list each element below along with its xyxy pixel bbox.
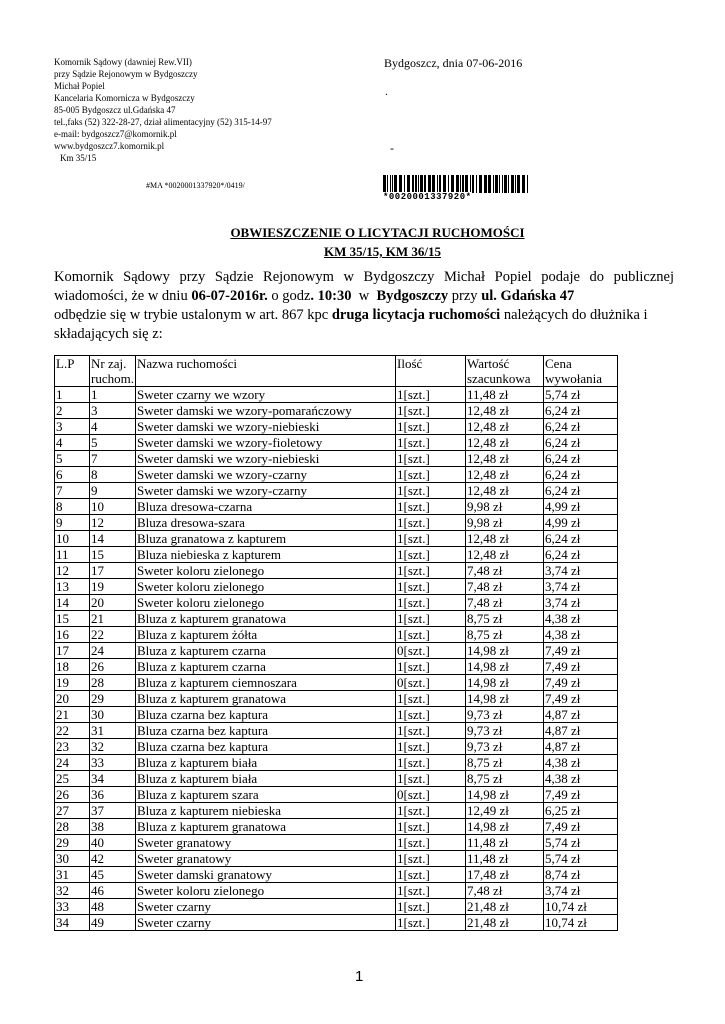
items-table: [54, 355, 618, 931]
cell-price: 7,49 zł: [544, 659, 618, 675]
cell-price: 6,24 zł: [544, 435, 618, 451]
cell-name: Bluza czarna bez kaptura: [136, 707, 396, 723]
cell-qty: 1[szt.]: [396, 899, 466, 915]
cell-name: Bluza z kapturem czarna: [136, 659, 396, 675]
table-row: [55, 547, 618, 563]
sender-block: [54, 56, 272, 164]
table-row: [55, 579, 618, 595]
table-row: [55, 835, 618, 851]
cell-qty: 1[szt.]: [396, 739, 466, 755]
dot-mark: .: [385, 84, 388, 98]
cell-qty: 1[szt.]: [396, 595, 466, 611]
cell-nr: 37: [90, 803, 136, 819]
table-header-row: [55, 356, 618, 387]
cell-lp: 12: [55, 563, 90, 579]
cell-price: 4,99 zł: [544, 515, 618, 531]
header-value: Wartość szacunkowa: [466, 356, 544, 387]
cell-nr: 4: [90, 419, 136, 435]
cell-qty: 1[szt.]: [396, 611, 466, 627]
cell-nr: 7: [90, 451, 136, 467]
cell-nr: 29: [90, 691, 136, 707]
cell-name: Sweter koloru zielonego: [136, 563, 396, 579]
cell-lp: 6: [55, 467, 90, 483]
table-row: [55, 787, 618, 803]
dash-mark: -: [390, 141, 394, 155]
table-row: [55, 467, 618, 483]
cell-nr: 40: [90, 835, 136, 851]
cell-lp: 13: [55, 579, 90, 595]
cell-lp: 17: [55, 643, 90, 659]
sender-email: e-mail: bydgoszcz7@komornik.pl: [54, 129, 177, 139]
table-row: [55, 563, 618, 579]
table-row: [55, 755, 618, 771]
paragraph-line-2: [54, 287, 674, 306]
text: w: [351, 288, 377, 304]
table-row: [55, 915, 618, 931]
cell-lp: 5: [55, 451, 90, 467]
text: o godz: [267, 288, 311, 304]
cell-nr: 5: [90, 435, 136, 451]
cell-nr: 46: [90, 883, 136, 899]
cell-nr: 12: [90, 515, 136, 531]
cell-name: Sweter damski we wzory-niebieski: [136, 419, 396, 435]
cell-nr: 22: [90, 627, 136, 643]
sender-line: tel.,faks (52) 322-28-27, dział alimentacyjny (52) 315-14-97: [54, 117, 272, 127]
cell-price: 3,74 zł: [544, 563, 618, 579]
cell-name: Bluza z kapturem granatowa: [136, 611, 396, 627]
table-row: [55, 387, 618, 403]
table-row: [55, 499, 618, 515]
table-row: [55, 899, 618, 915]
cell-price: 3,74 zł: [544, 579, 618, 595]
cell-price: 4,99 zł: [544, 499, 618, 515]
cell-price: 10,74 zł: [544, 915, 618, 931]
cell-name: Sweter damski granatowy: [136, 867, 396, 883]
auction-time: . 10:30: [310, 288, 352, 304]
cell-qty: 1[szt.]: [396, 627, 466, 643]
table-row: [55, 595, 618, 611]
cell-nr: 30: [90, 707, 136, 723]
cell-value: 9,98 zł: [466, 515, 544, 531]
cell-value: 12,48 zł: [466, 467, 544, 483]
cell-nr: 1: [90, 387, 136, 403]
cell-value: 7,48 zł: [466, 883, 544, 899]
sender-line: Michał Popiel: [54, 81, 105, 91]
cell-value: 8,75 zł: [466, 627, 544, 643]
cell-lp: 4: [55, 435, 90, 451]
cell-value: 9,73 zł: [466, 723, 544, 739]
cell-lp: 33: [55, 899, 90, 915]
place-date: Bydgoszcz, dnia 07-06-2016: [384, 56, 523, 70]
cell-value: 12,48 zł: [466, 547, 544, 563]
cell-qty: 1[szt.]: [396, 579, 466, 595]
cell-lp: 9: [55, 515, 90, 531]
cell-nr: 31: [90, 723, 136, 739]
cell-value: 9,98 zł: [466, 499, 544, 515]
text: należących do dłużnika i: [500, 307, 648, 323]
page-number: 1: [355, 968, 364, 985]
cell-price: 6,24 zł: [544, 547, 618, 563]
table-row: [55, 819, 618, 835]
header-name: Nazwa ruchomości: [136, 356, 396, 387]
cell-lp: 3: [55, 419, 90, 435]
table-row: [55, 611, 618, 627]
cell-nr: 28: [90, 675, 136, 691]
table-row: [55, 867, 618, 883]
cell-value: 14,98 zł: [466, 819, 544, 835]
cell-qty: 1[szt.]: [396, 659, 466, 675]
cell-lp: 24: [55, 755, 90, 771]
cell-lp: 20: [55, 691, 90, 707]
cell-nr: 32: [90, 739, 136, 755]
cell-value: 7,48 zł: [466, 595, 544, 611]
cell-name: Bluza z kapturem biała: [136, 771, 396, 787]
cell-value: 8,75 zł: [466, 771, 544, 787]
cell-qty: 1[szt.]: [396, 403, 466, 419]
cell-price: 4,87 zł: [544, 707, 618, 723]
table-row: [55, 515, 618, 531]
cell-qty: 0[szt.]: [396, 787, 466, 803]
cell-lp: 16: [55, 627, 90, 643]
cell-price: 10,74 zł: [544, 899, 618, 915]
cell-lp: 27: [55, 803, 90, 819]
cell-lp: 29: [55, 835, 90, 851]
cell-nr: 21: [90, 611, 136, 627]
table-row: [55, 659, 618, 675]
cell-qty: 1[szt.]: [396, 499, 466, 515]
cell-name: Bluza z kapturem biała: [136, 755, 396, 771]
cell-value: 11,48 zł: [466, 387, 544, 403]
cell-name: Bluza niebieska z kapturem: [136, 547, 396, 563]
cell-name: Bluza z kapturem granatowa: [136, 819, 396, 835]
cell-qty: 1[szt.]: [396, 691, 466, 707]
cell-name: Sweter damski we wzory-czarny: [136, 483, 396, 499]
cell-nr: 15: [90, 547, 136, 563]
barcode-code: #MA *0020001337920*/0419/: [146, 181, 245, 190]
cell-value: 9,73 zł: [466, 707, 544, 723]
cell-name: Bluza z kapturem granatowa: [136, 691, 396, 707]
cell-nr: 38: [90, 819, 136, 835]
cell-name: Sweter czarny: [136, 899, 396, 915]
cell-qty: 1[szt.]: [396, 531, 466, 547]
cell-price: 3,74 zł: [544, 883, 618, 899]
cell-nr: 9: [90, 483, 136, 499]
cell-price: 7,49 zł: [544, 675, 618, 691]
cell-name: Bluza granatowa z kapturem: [136, 531, 396, 547]
cell-nr: 20: [90, 595, 136, 611]
table-row: [55, 483, 618, 499]
cell-value: 12,48 zł: [466, 483, 544, 499]
auction-type: druga licytacja ruchomości: [331, 307, 501, 323]
cell-qty: 1[szt.]: [396, 803, 466, 819]
cell-nr: 19: [90, 579, 136, 595]
header-price: Cena wywołania: [544, 356, 618, 387]
cell-name: Sweter koloru zielonego: [136, 579, 396, 595]
auction-address: ul. Gdańska 47: [481, 288, 575, 304]
cell-name: Bluza z kapturem żółta: [136, 627, 396, 643]
table-row: [55, 531, 618, 547]
cell-lp: 23: [55, 739, 90, 755]
cell-nr: 33: [90, 755, 136, 771]
header-nr: Nr zaj. ruchom.: [91, 356, 134, 386]
sender-line: Komornik Sądowy (dawniej Rew.VII): [54, 57, 192, 67]
cell-name: Sweter koloru zielonego: [136, 595, 396, 611]
cell-qty: 1[szt.]: [396, 435, 466, 451]
paragraph-line-4: składających się z:: [54, 326, 163, 342]
cell-qty: 1[szt.]: [396, 419, 466, 435]
cell-price: 7,49 zł: [544, 643, 618, 659]
cell-name: Bluza z kapturem niebieska: [136, 803, 396, 819]
cell-lp: 32: [55, 883, 90, 899]
cell-value: 21,48 zł: [466, 899, 544, 915]
cell-qty: 1[szt.]: [396, 387, 466, 403]
cell-name: Sweter granatowy: [136, 851, 396, 867]
cell-lp: 22: [55, 723, 90, 739]
table-row: [55, 675, 618, 691]
table-row: [55, 739, 618, 755]
cell-name: Sweter granatowy: [136, 835, 396, 851]
cell-lp: 11: [55, 547, 90, 563]
text: wiadomości, że w dniu: [54, 288, 192, 304]
cell-price: 4,38 zł: [544, 611, 618, 627]
cell-lp: 1: [55, 387, 90, 403]
cell-price: 6,24 zł: [544, 419, 618, 435]
cell-name: Sweter czarny: [136, 915, 396, 931]
cell-qty: 1[szt.]: [396, 819, 466, 835]
cell-qty: 1[szt.]: [396, 771, 466, 787]
cell-qty: 1[szt.]: [396, 563, 466, 579]
cell-value: 17,48 zł: [466, 867, 544, 883]
cell-value: 11,48 zł: [466, 835, 544, 851]
cell-name: Sweter damski we wzory-niebieski: [136, 451, 396, 467]
case-number: Km 35/15: [60, 153, 97, 163]
cell-qty: 0[szt.]: [396, 643, 466, 659]
cell-value: 11,48 zł: [466, 851, 544, 867]
cell-nr: 45: [90, 867, 136, 883]
cell-nr: 49: [90, 915, 136, 931]
table-row: [55, 643, 618, 659]
cell-nr: 42: [90, 851, 136, 867]
cell-nr: 8: [90, 467, 136, 483]
cell-qty: 1[szt.]: [396, 451, 466, 467]
cell-value: 12,48 zł: [466, 451, 544, 467]
auction-city: Bydgoszczy: [376, 288, 449, 304]
cell-price: 6,24 zł: [544, 483, 618, 499]
header-qty: Ilość: [396, 356, 466, 387]
cell-qty: 0[szt.]: [396, 675, 466, 691]
cell-value: 14,98 zł: [466, 691, 544, 707]
cell-price: 6,25 zł: [544, 803, 618, 819]
cell-lp: 10: [55, 531, 90, 547]
table-row: [55, 403, 618, 419]
cell-lp: 25: [55, 771, 90, 787]
auction-date: 06-07-2016r.: [191, 288, 268, 304]
cell-value: 12,48 zł: [466, 531, 544, 547]
paragraph-line-3: [54, 306, 674, 325]
cell-name: Bluza czarna bez kaptura: [136, 739, 396, 755]
cell-qty: 1[szt.]: [396, 467, 466, 483]
cell-value: 7,48 zł: [466, 579, 544, 595]
text: odbędzie się w trybie ustalonym w art. 867 kpc: [54, 307, 332, 323]
document-subtitle: KM 35/15, KM 36/15: [324, 244, 441, 259]
cell-lp: 8: [55, 499, 90, 515]
cell-lp: 2: [55, 403, 90, 419]
paragraph-line-1: Komornik Sądowy przy Sądzie Rejonowym w Bydgoszczy Michał Popiel podaje do publicznej: [54, 269, 674, 285]
cell-price: 7,49 zł: [544, 819, 618, 835]
cell-value: 9,73 zł: [466, 739, 544, 755]
sender-line: Kancelaria Komornicza w Bydgoszczy: [54, 93, 195, 103]
table-row: [55, 851, 618, 867]
table-row: [55, 707, 618, 723]
header-lp: L.P: [55, 356, 90, 387]
cell-qty: 1[szt.]: [396, 483, 466, 499]
cell-price: 4,38 zł: [544, 771, 618, 787]
table-row: [55, 451, 618, 467]
cell-price: 5,74 zł: [544, 835, 618, 851]
sender-line: 85-005 Bydgoszcz ul.Gdańska 47: [54, 105, 176, 115]
table-row: [55, 435, 618, 451]
cell-name: Sweter damski we wzory-pomarańczowy: [136, 403, 396, 419]
cell-name: Bluza dresowa-czarna: [136, 499, 396, 515]
cell-price: 6,24 zł: [544, 467, 618, 483]
cell-value: 14,98 zł: [466, 643, 544, 659]
cell-name: Bluza z kapturem ciemnoszara: [136, 675, 396, 691]
cell-lp: 14: [55, 595, 90, 611]
cell-name: Sweter koloru zielonego: [136, 883, 396, 899]
cell-value: 12,48 zł: [466, 403, 544, 419]
cell-qty: 1[szt.]: [396, 915, 466, 931]
cell-lp: 19: [55, 675, 90, 691]
cell-name: Bluza z kapturem szara: [136, 787, 396, 803]
cell-qty: 1[szt.]: [396, 867, 466, 883]
document-title: OBWIESZCZENIE O LICYTACJI RUCHOMOŚCI: [230, 225, 525, 240]
cell-qty: 1[szt.]: [396, 547, 466, 563]
cell-value: 12,48 zł: [466, 435, 544, 451]
barcode-number: *0020001337920*: [383, 192, 472, 202]
cell-lp: 28: [55, 819, 90, 835]
cell-name: Bluza czarna bez kaptura: [136, 723, 396, 739]
cell-lp: 18: [55, 659, 90, 675]
cell-price: 8,74 zł: [544, 867, 618, 883]
cell-value: 14,98 zł: [466, 675, 544, 691]
cell-value: 21,48 zł: [466, 915, 544, 931]
cell-value: 8,75 zł: [466, 611, 544, 627]
text: przy: [448, 288, 482, 304]
cell-nr: 3: [90, 403, 136, 419]
cell-lp: 26: [55, 787, 90, 803]
cell-price: 6,24 zł: [544, 451, 618, 467]
cell-qty: 1[szt.]: [396, 515, 466, 531]
cell-price: 4,38 zł: [544, 627, 618, 643]
cell-nr: 26: [90, 659, 136, 675]
table-row: [55, 723, 618, 739]
table-row: [55, 691, 618, 707]
cell-name: Sweter czarny we wzory: [136, 387, 396, 403]
cell-name: Sweter damski we wzory-fioletowy: [136, 435, 396, 451]
cell-qty: 1[szt.]: [396, 883, 466, 899]
cell-value: 8,75 zł: [466, 755, 544, 771]
cell-qty: 1[szt.]: [396, 723, 466, 739]
cell-qty: 1[szt.]: [396, 707, 466, 723]
cell-lp: 15: [55, 611, 90, 627]
cell-value: 14,98 zł: [466, 659, 544, 675]
sender-line: przy Sądzie Rejonowym w Bydgoszczy: [54, 69, 198, 79]
cell-value: 7,48 zł: [466, 563, 544, 579]
cell-nr: 36: [90, 787, 136, 803]
cell-lp: 30: [55, 851, 90, 867]
table-row: [55, 627, 618, 643]
cell-price: 4,87 zł: [544, 739, 618, 755]
cell-qty: 1[szt.]: [396, 755, 466, 771]
cell-name: Bluza z kapturem czarna: [136, 643, 396, 659]
cell-price: 6,24 zł: [544, 403, 618, 419]
cell-price: 3,74 zł: [544, 595, 618, 611]
cell-lp: 7: [55, 483, 90, 499]
cell-nr: 14: [90, 531, 136, 547]
cell-price: 4,38 zł: [544, 755, 618, 771]
cell-qty: 1[szt.]: [396, 835, 466, 851]
cell-nr: 17: [90, 563, 136, 579]
table-row: [55, 803, 618, 819]
cell-nr: 48: [90, 899, 136, 915]
table-row: [55, 771, 618, 787]
cell-price: 4,87 zł: [544, 723, 618, 739]
sender-website: www.bydgoszcz7.komornik.pl: [54, 141, 165, 151]
cell-qty: 1[szt.]: [396, 851, 466, 867]
cell-name: Sweter damski we wzory-czarny: [136, 467, 396, 483]
cell-value: 14,98 zł: [466, 787, 544, 803]
table-row: [55, 883, 618, 899]
cell-price: 7,49 zł: [544, 787, 618, 803]
cell-value: 12,48 zł: [466, 419, 544, 435]
cell-price: 7,49 zł: [544, 691, 618, 707]
cell-lp: 34: [55, 915, 90, 931]
cell-nr: 10: [90, 499, 136, 515]
cell-lp: 21: [55, 707, 90, 723]
cell-nr: 34: [90, 771, 136, 787]
cell-price: 5,74 zł: [544, 387, 618, 403]
announcement-paragraph: [54, 268, 674, 344]
cell-value: 12,49 zł: [466, 803, 544, 819]
cell-name: Bluza dresowa-szara: [136, 515, 396, 531]
cell-price: 5,74 zł: [544, 851, 618, 867]
cell-nr: 24: [90, 643, 136, 659]
table-row: [55, 419, 618, 435]
cell-lp: 31: [55, 867, 90, 883]
cell-price: 6,24 zł: [544, 531, 618, 547]
